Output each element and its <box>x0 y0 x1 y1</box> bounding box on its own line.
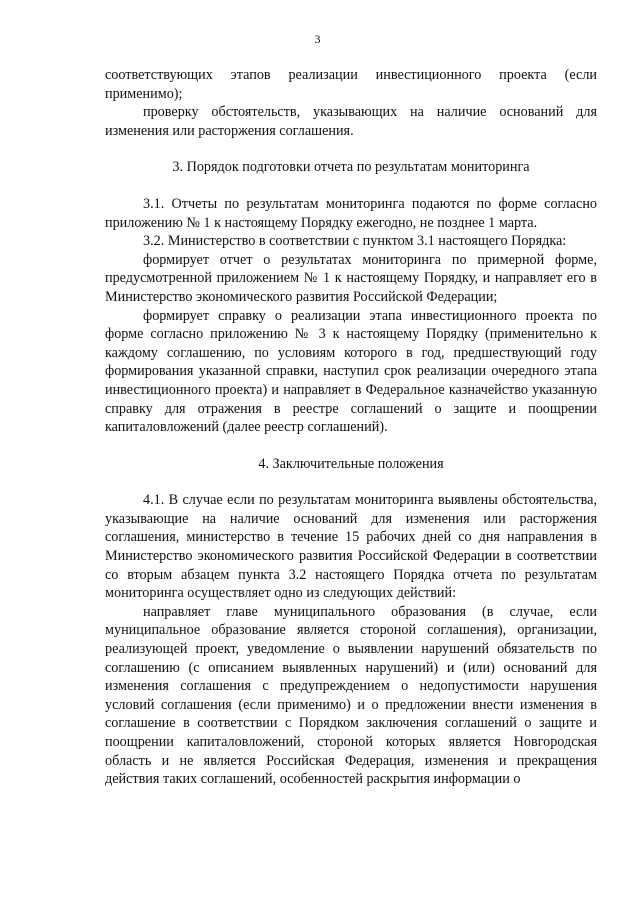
paragraph-4-1: 4.1. В случае если по результатам мониторинга выявлены обстоятельства, указывающие на наличие оснований для изменения или расторжения соглашения, министерство в течение 15 рабочих дней со дня направления в Министерство экономического развития Российской Федерации в соответствии со вторым абзацем пункта 3.2 настоящего Порядка отчета по результатам мониторинга осуществляет одно из следующих действий: <box>105 492 597 602</box>
paragraph-4-1-notice: направляет главе муниципального образования (в случае, если муниципальное образование является стороной соглашения), организации, реализующей проект, уведомление о выявлении нарушений обязательств по соглашению (с описанием выявленных нарушений) и (или) оснований для изменения соглашения с предупреждением о недопустимости нарушения условий соглашения (если применимо) и о предложении внести изменения в соглашение в соответствии с Порядком заключения соглашений о защите и поощрении капиталовложений, стороной которых является Новгородская область и не является Российская Федерация, изменения и прекращения действия таких соглашений, особенностей раскрытия информации о <box>105 603 597 788</box>
paragraph-continuation: соответствующих этапов реализации инвестиционного проекта (если применимо); <box>105 67 597 102</box>
document-body <box>105 66 597 789</box>
paragraph-3-2-certificate: формирует справку о реализации этапа инвестиционного проекта по форме согласно приложению № 3 к настоящему Порядку (применительно к каждому соглашению, по условиям которого в год, предшествующий году формирования указанной справки, наступил срок реализации очередного этапа инвестиционного проекта) и направляет в Федеральное казначейство указанную справку для отражения в реестре соглашений о защите и поощрении капиталовложений (далее реестр соглашений). <box>105 307 597 436</box>
paragraph-verification: проверку обстоятельств, указывающих на наличие оснований для изменения или расторжения соглашения. <box>105 104 597 139</box>
section-heading-4: 4. Заключительные положения <box>258 455 444 472</box>
paragraph-3-1: 3.1. Отчеты по результатам мониторинга подаются по форме согласно приложению № 1 к настоящему Порядку ежегодно, не позднее 1 марта. <box>105 195 597 231</box>
paragraph-3-2-report: формирует отчет о результатах мониторинга по примерной форме, предусмотренной приложением № 1 к настоящему Порядку, и направляет его в Министерство экономического развития Российской Федерации; <box>105 251 597 305</box>
paragraph-3-2: 3.2. Министерство в соответствии с пунктом 3.1 настоящего Порядка: <box>143 233 567 250</box>
page-number: 3 <box>314 32 321 46</box>
section-heading-3: 3. Порядок подготовки отчета по результатам мониторинга <box>172 159 530 176</box>
